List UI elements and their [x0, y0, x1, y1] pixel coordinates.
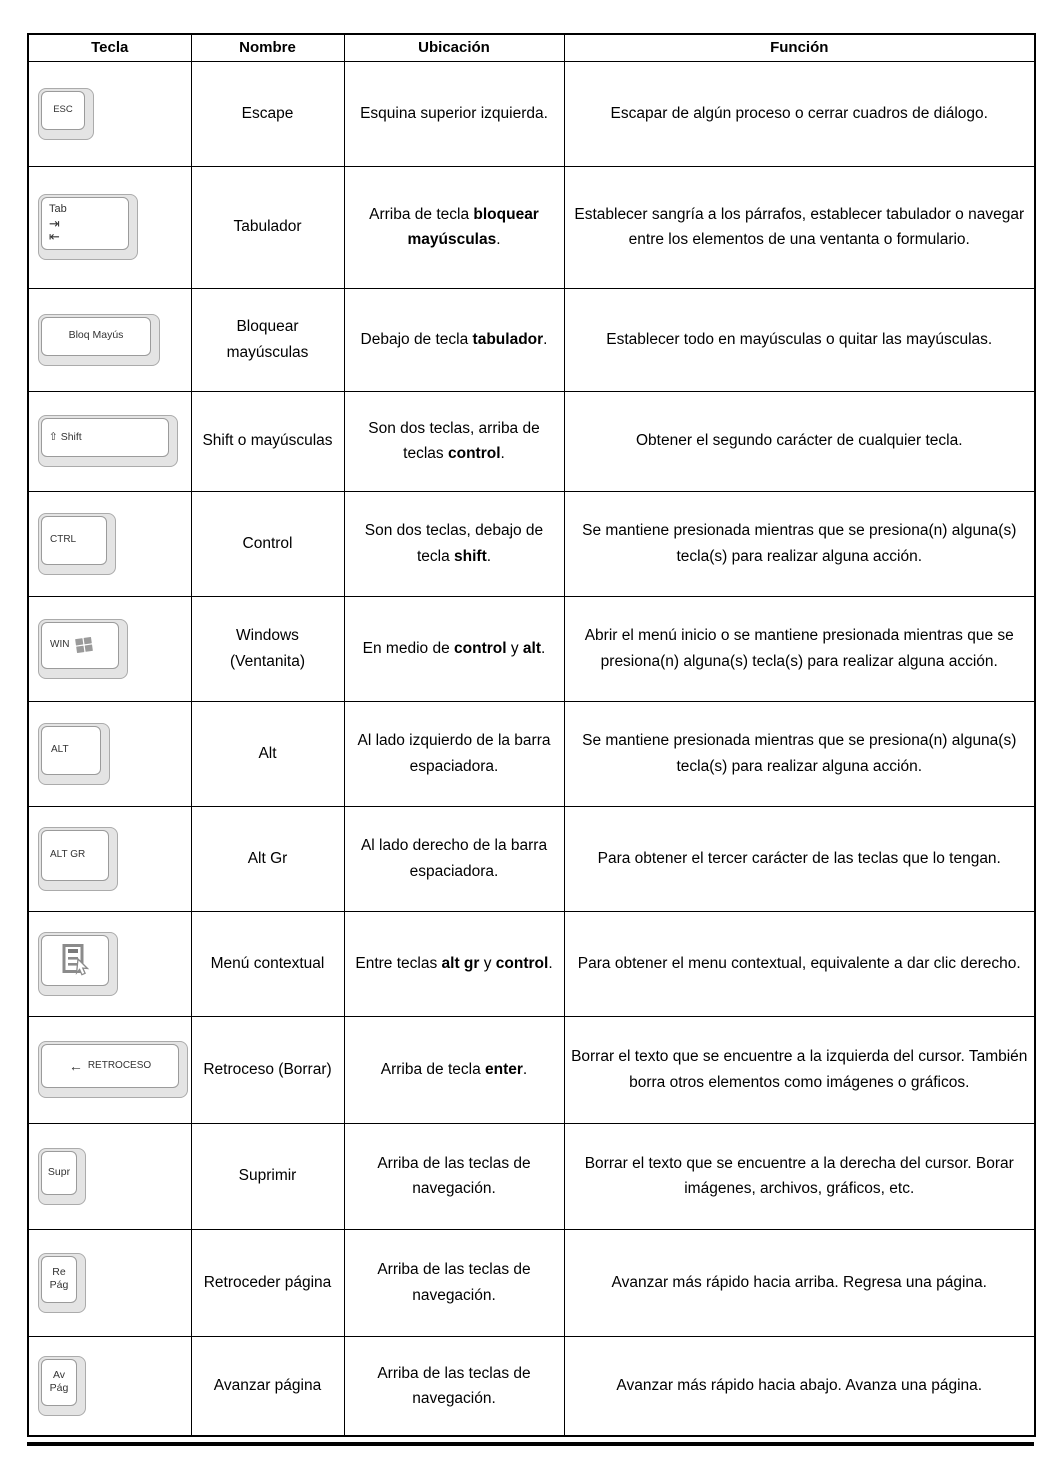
- location-cell: [344, 288, 564, 391]
- shift-key-icon: [38, 415, 178, 467]
- location-text: Esquina superior izquierda.: [360, 104, 548, 122]
- function-cell: Se mantiene presionada mientras que se presiona(n) alguna(s) tecla(s) para realizar alguna acción.: [564, 701, 1035, 806]
- key-label: Bloq Mayús: [68, 329, 124, 342]
- keycap-top: [41, 197, 129, 250]
- table-row: [28, 288, 1035, 391]
- page-down-key-icon: [38, 1356, 86, 1416]
- backspace-key-icon: [38, 1041, 188, 1098]
- location-text: Al lado derecho de la barra espaciadora.: [360, 837, 548, 880]
- table-row: [28, 1229, 1035, 1336]
- location-text: y: [479, 954, 496, 972]
- key-cell: [28, 491, 191, 596]
- keycap-top: [41, 1044, 179, 1088]
- location-cell: [344, 166, 564, 288]
- keycap-top: [41, 935, 109, 986]
- left-arrow-icon: ←: [68, 1058, 83, 1074]
- column-header-tecla: Tecla: [28, 34, 191, 61]
- table-row: [28, 1016, 1035, 1123]
- column-header-ubicacion: Ubicación: [344, 34, 564, 61]
- table-row: [28, 596, 1035, 701]
- keycap-top: [41, 516, 107, 565]
- header-row: [28, 34, 1035, 61]
- table-row: [28, 1123, 1035, 1229]
- key-cell: [28, 391, 191, 491]
- keycap-top: [41, 830, 109, 881]
- location-text: y: [506, 639, 523, 657]
- name-cell: Escape: [191, 61, 344, 166]
- function-cell: Se mantiene presionada mientras que se presiona(n) alguna(s) tecla(s) para realizar alguna acción.: [564, 491, 1035, 596]
- keycap-top: [41, 317, 151, 356]
- location-cell: [344, 1336, 564, 1436]
- table-body: [28, 61, 1035, 1436]
- key-cell: [28, 1229, 191, 1336]
- key-cell: [28, 1016, 191, 1123]
- location-cell: [344, 806, 564, 911]
- context-menu-glyph-icon: [59, 943, 91, 977]
- column-header-nombre: Nombre: [191, 34, 344, 61]
- key-label: Re: [52, 1265, 66, 1278]
- location-text: .: [522, 1060, 528, 1078]
- location-text: .: [541, 639, 546, 657]
- key-cell: [28, 596, 191, 701]
- location-text: Arriba de tecla: [380, 1060, 486, 1078]
- key-label: Tab: [49, 202, 67, 215]
- windows-key-icon: [38, 619, 128, 679]
- location-cell: [344, 1016, 564, 1123]
- function-cell: Para obtener el tercer carácter de las teclas que lo tengan.: [564, 806, 1035, 911]
- context-menu-key-icon: [38, 932, 118, 996]
- key-label: ALT GR: [50, 848, 86, 860]
- location-text: Arriba de las teclas de navegación.: [377, 1364, 531, 1407]
- altgr-key-icon: [38, 827, 118, 891]
- table-row: [28, 806, 1035, 911]
- table-row: [28, 491, 1035, 596]
- function-cell: Avanzar más rápido hacia abajo. Avanza una página.: [564, 1336, 1035, 1436]
- location-text: Arriba de tecla: [369, 205, 474, 223]
- location-text: .: [486, 547, 492, 565]
- windows-logo-icon: [73, 635, 95, 655]
- key-cell: [28, 911, 191, 1016]
- location-text: Son dos teclas, debajo de tecla: [364, 522, 544, 565]
- function-cell: Obtener el segundo carácter de cualquier tecla.: [564, 391, 1035, 491]
- location-text: enter: [485, 1060, 523, 1078]
- key-label: Av: [52, 1369, 66, 1382]
- keycap-top: [41, 1256, 77, 1303]
- name-cell: Shift o mayúsculas: [191, 391, 344, 491]
- ctrl-key-icon: [38, 513, 116, 575]
- location-text: control: [447, 445, 501, 462]
- tab-right-arrow-icon: ⇥: [49, 215, 60, 231]
- name-cell: Windows (Ventanita): [191, 596, 344, 701]
- location-cell: [344, 1229, 564, 1336]
- page-up-key-icon: [38, 1253, 86, 1313]
- tab-key-icon: [38, 194, 138, 260]
- key-cell: [28, 288, 191, 391]
- name-cell: Tabulador: [191, 166, 344, 288]
- keycap-top: [41, 1151, 77, 1195]
- location-text: alt: [522, 639, 542, 657]
- keycap-top: [41, 418, 169, 457]
- location-text: alt gr: [441, 954, 480, 972]
- name-cell: Alt Gr: [191, 806, 344, 911]
- location-text: Al lado izquierdo de la barra espaciadora.: [357, 732, 551, 775]
- tab-left-arrow-icon: ⇤: [49, 229, 60, 245]
- name-cell: Control: [191, 491, 344, 596]
- name-cell: Retroceso (Borrar): [191, 1016, 344, 1123]
- location-cell: [344, 911, 564, 1016]
- key-cell: [28, 166, 191, 288]
- name-cell: Alt: [191, 701, 344, 806]
- location-text: bloquear mayúsculas: [407, 205, 539, 248]
- key-label: ALT: [51, 743, 69, 755]
- location-text: .: [548, 954, 553, 972]
- function-cell: Borrar el texto que se encuentre a la izquierda del cursor. También borra otros elementos como imágenes o gráficos.: [564, 1016, 1035, 1123]
- location-text: control: [454, 639, 507, 657]
- location-text: .: [496, 231, 501, 248]
- table-row: [28, 61, 1035, 166]
- column-header-funcion: Función: [564, 34, 1035, 61]
- delete-key-icon: [38, 1148, 86, 1205]
- keycap-top: [41, 622, 119, 669]
- key-label: ESC: [53, 104, 73, 116]
- keycap-top: [41, 1359, 77, 1406]
- location-cell: [344, 596, 564, 701]
- caps-lock-key-icon: [38, 314, 160, 366]
- location-text: Son dos teclas, arriba de teclas: [368, 419, 540, 462]
- keyboard-keys-table: [27, 33, 1036, 1437]
- key-label: CTRL: [50, 533, 77, 545]
- location-text: Entre teclas: [355, 954, 442, 972]
- alt-key-icon: [38, 723, 110, 785]
- location-text: shift: [454, 547, 487, 565]
- key-cell: [28, 1336, 191, 1436]
- key-cell: [28, 1123, 191, 1229]
- location-text: .: [500, 445, 505, 462]
- table-row: [28, 391, 1035, 491]
- table-row: [28, 911, 1035, 1016]
- key-cell: [28, 701, 191, 806]
- location-text: En medio de: [362, 639, 455, 657]
- location-text: Arriba de las teclas de navegación.: [377, 1261, 531, 1304]
- keycap-top: [41, 726, 101, 775]
- function-cell: Para obtener el menu contextual, equivalente a dar clic derecho.: [564, 911, 1035, 1016]
- table-row: [28, 701, 1035, 806]
- location-cell: [344, 701, 564, 806]
- location-cell: [344, 1123, 564, 1229]
- name-cell: Avanzar página: [191, 1336, 344, 1436]
- function-cell: Avanzar más rápido hacia arriba. Regresa una página.: [564, 1229, 1035, 1336]
- key-cell: [28, 61, 191, 166]
- function-cell: Escapar de algún proceso o cerrar cuadros de diálogo.: [564, 61, 1035, 166]
- key-label: ⇧ Shift: [49, 430, 82, 443]
- location-cell: [344, 61, 564, 166]
- function-cell: Abrir el menú inicio o se mantiene presionada mientras que se presiona(n) alguna(s) tecla(s) para realizar alguna acción.: [564, 596, 1035, 701]
- key-label: Pág: [49, 1382, 69, 1395]
- name-cell: Bloquear mayúsculas: [191, 288, 344, 391]
- esc-key-icon: [38, 88, 94, 140]
- function-cell: Borrar el texto que se encuentre a la derecha del cursor. Borar imágenes, archivos, gráficos, etc.: [564, 1123, 1035, 1229]
- name-cell: Retroceder página: [191, 1229, 344, 1336]
- next-row-top-border: [27, 1442, 1034, 1446]
- key-cell: [28, 806, 191, 911]
- name-cell: Menú contextual: [191, 911, 344, 1016]
- key-label: RETROCESO: [87, 1059, 152, 1071]
- key-label: WIN: [50, 638, 70, 650]
- location-cell: [344, 491, 564, 596]
- key-label: Supr: [47, 1165, 71, 1178]
- location-text: Arriba de las teclas de navegación.: [377, 1154, 531, 1197]
- key-label: Pág: [49, 1279, 69, 1291]
- location-text: tabulador: [472, 330, 544, 348]
- function-cell: Establecer sangría a los párrafos, establecer tabulador o navegar entre los elementos de una ventanta o formulario.: [564, 166, 1035, 288]
- table-row: [28, 1336, 1035, 1436]
- location-text: control: [495, 954, 549, 972]
- location-text: .: [543, 330, 548, 348]
- location-text: Debajo de tecla: [360, 330, 473, 348]
- location-cell: [344, 391, 564, 491]
- keycap-top: [41, 91, 85, 130]
- function-cell: Establecer todo en mayúsculas o quitar las mayúsculas.: [564, 288, 1035, 391]
- name-cell: Suprimir: [191, 1123, 344, 1229]
- table-row: [28, 166, 1035, 288]
